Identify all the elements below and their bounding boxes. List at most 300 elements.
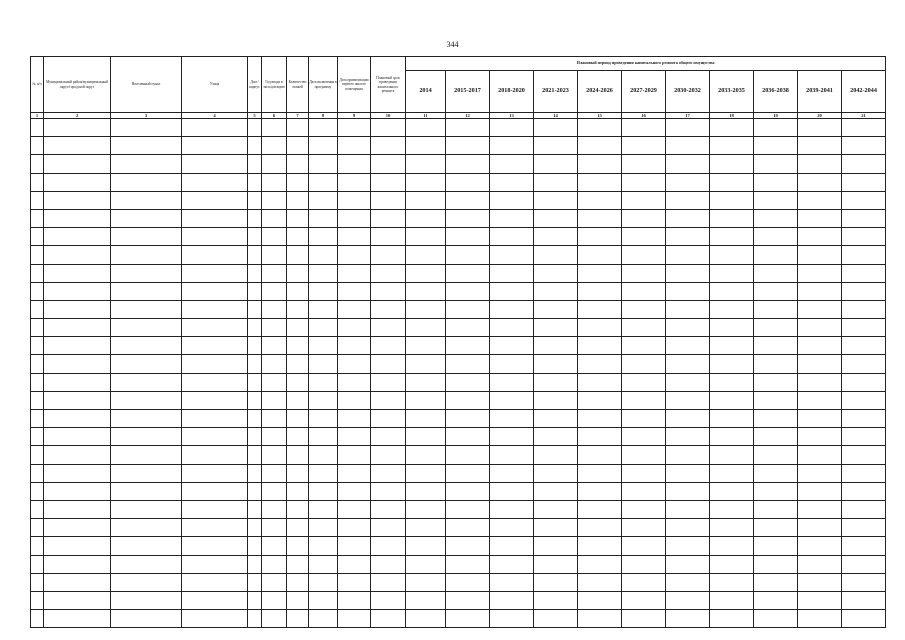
table-cell [44,209,111,227]
table-cell [31,482,44,500]
table-cell [287,555,309,573]
table-cell [798,319,842,337]
table-cell [248,555,262,573]
table-cell [262,228,287,246]
table-cell [287,410,309,428]
table-cell [111,464,182,482]
table-row [31,573,886,591]
table-cell [371,555,406,573]
table-cell [262,300,287,318]
table-cell [446,464,490,482]
table-cell [798,464,842,482]
table-cell [44,155,111,173]
table-cell [338,264,371,282]
table-cell [262,264,287,282]
table-cell [338,373,371,391]
table-cell [490,300,534,318]
table-cell [182,500,248,518]
table-cell [262,391,287,409]
table-cell [754,337,798,355]
table-cell [534,209,578,227]
table-cell [338,573,371,591]
table-cell [309,446,338,464]
table-row [31,264,886,282]
table-cell [710,500,754,518]
table-cell [842,319,886,337]
table-cell [842,355,886,373]
table-cell [578,519,622,537]
table-row [31,464,886,482]
table-cell [446,428,490,446]
table-cell [309,591,338,609]
table-cell [666,410,710,428]
table-cell [31,319,44,337]
table-cell [44,119,111,137]
table-cell [111,500,182,518]
table-cell [666,155,710,173]
table-cell [44,446,111,464]
table-cell [287,482,309,500]
table-cell [666,446,710,464]
table-cell [406,191,446,209]
table-row [31,337,886,355]
table-cell [111,119,182,137]
table-cell [622,391,666,409]
table-cell [44,300,111,318]
table-cell [44,228,111,246]
table-cell [182,573,248,591]
table-cell [446,155,490,173]
table-cell [248,119,262,137]
table-cell [287,391,309,409]
table-cell [798,519,842,537]
table-cell [371,537,406,555]
column-index-cell: 3 [111,113,182,119]
table-cell [578,500,622,518]
table-cell [798,391,842,409]
table-cell [490,555,534,573]
table-cell [309,337,338,355]
table-cell [666,300,710,318]
table-cell [182,428,248,446]
table-cell [490,591,534,609]
table-cell [371,482,406,500]
header-settlement: Населенный пункт [111,57,182,113]
table-cell [446,573,490,591]
table-row [31,300,886,318]
table-row [31,500,886,518]
table-cell [338,119,371,137]
table-cell [666,482,710,500]
table-cell [31,500,44,518]
table-cell [406,391,446,409]
table-cell [287,209,309,227]
table-cell [44,610,111,628]
table-cell [710,173,754,191]
table-cell [446,246,490,264]
table-cell [534,446,578,464]
table-cell [578,246,622,264]
table-cell [182,373,248,391]
table-cell [31,428,44,446]
table-cell [710,209,754,227]
table-cell [182,264,248,282]
column-index-cell: 15 [578,113,622,119]
column-index-cell: 14 [534,113,578,119]
table-cell [578,300,622,318]
table-cell [111,155,182,173]
table-cell [622,264,666,282]
table-cell [534,191,578,209]
header-privatization-date: Дата приватизации первого жилого помещения [338,57,371,113]
table-cell [666,555,710,573]
table-cell [754,119,798,137]
table-cell [338,355,371,373]
table-cell [338,555,371,573]
table-cell [31,173,44,191]
table-cell [406,319,446,337]
table-cell [31,410,44,428]
table-cell [287,282,309,300]
table-cell [534,282,578,300]
table-cell [578,410,622,428]
table-cell [798,355,842,373]
table-cell [534,591,578,609]
table-cell [338,246,371,264]
table-cell [578,119,622,137]
table-cell [754,137,798,155]
column-index-cell: 20 [798,113,842,119]
table-cell [798,591,842,609]
table-cell [578,337,622,355]
table-cell [287,119,309,137]
table-cell [666,319,710,337]
table-cell [262,464,287,482]
header-year-2014: 2014 [406,71,446,113]
table-cell [490,246,534,264]
header-years-2030-2032: 2030-2032 [666,71,710,113]
table-cell [309,500,338,518]
table-cell [262,191,287,209]
table-cell [622,555,666,573]
table-cell [490,446,534,464]
table-cell [446,391,490,409]
table-cell [31,591,44,609]
table-cell [534,173,578,191]
table-cell [287,228,309,246]
table-row [31,119,886,137]
table-cell [111,537,182,555]
table-cell [31,209,44,227]
table-cell [309,355,338,373]
table-cell [490,373,534,391]
table-cell [338,319,371,337]
table-cell [248,337,262,355]
header-years-2015-2017: 2015-2017 [446,71,490,113]
table-cell [798,337,842,355]
table-cell [309,228,338,246]
table-cell [309,519,338,537]
table-cell [666,610,710,628]
table-cell [44,500,111,518]
table-cell [842,573,886,591]
table-cell [534,337,578,355]
table-cell [446,300,490,318]
table-cell [842,464,886,482]
table-cell [31,555,44,573]
table-cell [534,482,578,500]
table-cell [31,464,44,482]
table-cell [710,591,754,609]
table-cell [622,610,666,628]
table-cell [309,173,338,191]
table-cell [710,155,754,173]
table-cell [111,355,182,373]
table-cell [248,519,262,537]
table-cell [44,573,111,591]
table-cell [31,282,44,300]
table-cell [798,610,842,628]
header-year-built: Год ввода в эксплуатацию [262,57,287,113]
table-cell [490,119,534,137]
table-cell [578,428,622,446]
table-cell [490,228,534,246]
table-cell [371,391,406,409]
table-cell [754,537,798,555]
table-cell [44,555,111,573]
column-index-cell: 7 [287,113,309,119]
table-cell [754,155,798,173]
table-cell [248,173,262,191]
table-cell [446,282,490,300]
table-cell [309,137,338,155]
column-index-cell: 13 [490,113,534,119]
table-cell [446,264,490,282]
table-cell [710,228,754,246]
table-cell [710,300,754,318]
table-cell [31,610,44,628]
table-cell [406,246,446,264]
table-cell [490,319,534,337]
table-cell [248,410,262,428]
table-cell [31,191,44,209]
table-cell [338,446,371,464]
table-cell [248,591,262,609]
table-cell [534,119,578,137]
table-cell [406,519,446,537]
table-row [31,591,886,609]
table-cell [309,428,338,446]
table-cell [248,391,262,409]
table-cell [111,591,182,609]
table-cell [710,410,754,428]
table-cell [287,264,309,282]
table-cell [262,246,287,264]
table-cell [842,555,886,573]
table-cell [182,137,248,155]
table-cell [798,537,842,555]
table-row [31,282,886,300]
table-cell [710,264,754,282]
table-cell [182,246,248,264]
table-row [31,209,886,227]
column-index-cell: 11 [406,113,446,119]
table-cell [371,464,406,482]
table-cell [622,173,666,191]
table-cell [622,155,666,173]
table-cell [406,464,446,482]
table-cell [182,391,248,409]
table-cell [446,610,490,628]
column-index-cell: 21 [842,113,886,119]
table-cell [287,191,309,209]
table-cell [371,264,406,282]
table-cell [287,446,309,464]
table-cell [798,173,842,191]
table-cell [182,282,248,300]
table-cell [44,319,111,337]
table-cell [798,300,842,318]
table-cell [666,173,710,191]
table-cell [287,573,309,591]
table-cell [111,573,182,591]
table-cell [287,173,309,191]
table-cell [622,246,666,264]
table-cell [798,119,842,137]
table-cell [31,373,44,391]
table-cell [754,209,798,227]
table-cell [534,300,578,318]
table-cell [111,137,182,155]
header-years-2021-2023: 2021-2023 [534,71,578,113]
table-cell [446,209,490,227]
column-index-cell: 9 [338,113,371,119]
table-cell [754,173,798,191]
table-cell [44,428,111,446]
table-cell [534,410,578,428]
page-number: 344 [446,40,459,49]
capital-repair-table [30,56,886,628]
table-cell [262,519,287,537]
table-cell [262,555,287,573]
table-cell [754,373,798,391]
table-cell [798,137,842,155]
table-cell [842,428,886,446]
table-cell [534,537,578,555]
table-cell [406,209,446,227]
table-cell [309,573,338,591]
table-cell [710,319,754,337]
table-cell [490,173,534,191]
table-cell [446,173,490,191]
table-cell [754,500,798,518]
table-cell [534,137,578,155]
table-cell [578,137,622,155]
table-cell [622,119,666,137]
table-cell [44,373,111,391]
table-cell [287,428,309,446]
table-cell [182,355,248,373]
table-cell [798,428,842,446]
table-cell [309,191,338,209]
table-cell [44,337,111,355]
table-row [31,482,886,500]
table-cell [287,137,309,155]
table-cell [534,555,578,573]
table-cell [842,391,886,409]
table-cell [371,373,406,391]
table-cell [622,191,666,209]
table-cell [534,155,578,173]
table-cell [710,482,754,500]
table-cell [338,464,371,482]
table-cell [182,610,248,628]
table-cell [798,410,842,428]
table-cell [622,482,666,500]
table-row [31,191,886,209]
table-cell [406,173,446,191]
table-cell [111,373,182,391]
table-cell [710,464,754,482]
table-cell [798,555,842,573]
table-cell [578,591,622,609]
table-cell [534,391,578,409]
table-cell [798,191,842,209]
table-cell [182,173,248,191]
table-cell [262,573,287,591]
column-index-cell: 10 [371,113,406,119]
table-cell [248,464,262,482]
header-years-2036-2038: 2036-2038 [754,71,798,113]
table-row [31,246,886,264]
table-row [31,610,886,628]
table-cell [446,228,490,246]
table-cell [622,137,666,155]
table-cell [666,119,710,137]
table-cell [490,610,534,628]
table-cell [842,209,886,227]
table-cell [710,428,754,446]
table-cell [446,119,490,137]
table-cell [842,137,886,155]
table-cell [754,282,798,300]
table-cell [842,446,886,464]
table-cell [248,355,262,373]
table-cell [490,137,534,155]
table-cell [44,391,111,409]
table-cell [710,337,754,355]
table-cell [622,337,666,355]
table-cell [490,519,534,537]
column-index-cell: 16 [622,113,666,119]
table-cell [182,119,248,137]
table-cell [842,500,886,518]
table-cell [44,355,111,373]
table-cell [262,482,287,500]
header-inclusion-date: Дата включения в программу [309,57,338,113]
table-cell [578,355,622,373]
table-cell [309,537,338,555]
table-body [31,119,886,628]
table-cell [111,173,182,191]
table-row [31,428,886,446]
table-cell [666,537,710,555]
table-cell [338,428,371,446]
table-cell [182,446,248,464]
table-cell [31,155,44,173]
table-cell [371,300,406,318]
table-cell [338,519,371,537]
